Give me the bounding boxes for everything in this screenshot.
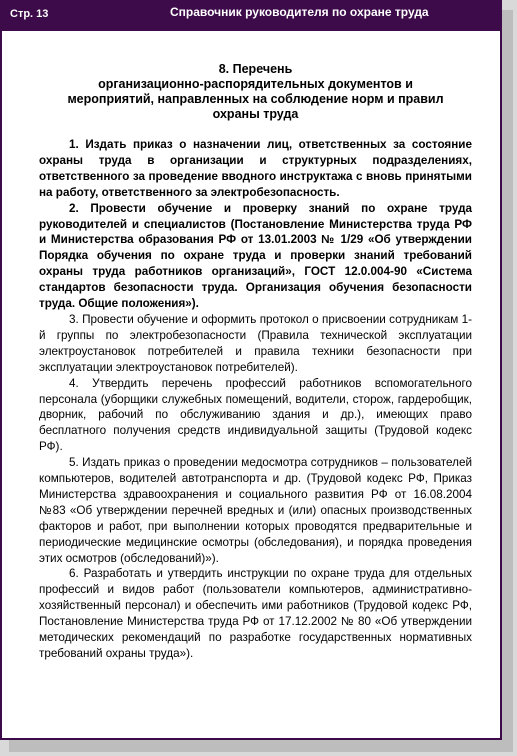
section-title-line: организационно-распорядительных документов и: [98, 77, 413, 91]
section-title-line: охраны труда: [212, 107, 299, 121]
paragraph-item-6: 6. Разработать и утвердить инструкции по охране труда для отдельных профессий и видов работ (пользователи компьютеров, административно-хозяйственный персонал) и обеспечить ими работников (Трудовой кодекс РФ, Постановление Министерства труда РФ от 17.12.2002 № 80 «Об утверждении методических рекомендаций по разработке государственных нормативных требований охраны труда»).: [39, 567, 472, 660]
header-title: Справочник руководителя по охране труда: [170, 5, 429, 19]
section-title-line: мероприятий, направленных на соблюдение норм и правил: [67, 92, 444, 106]
paragraph-item-5: 5. Издать приказ о проведении медосмотра сотрудников – пользователей компьютеров, водителей автотранспорта и др. (Трудовой кодекс РФ, Приказ Министерства здравоохранения и социального развития РФ от 16.08.2004 №83 «Об утверждении перечней вредных и (или) опасных производственных факторов и работ, при выполнении которых проводятся предварительные и периодические медицинские осмотры (обследования), и порядка проведения этих осмотров (обследований)»).: [39, 456, 472, 565]
section-title: [39, 62, 472, 122]
paragraph-item-4: 4. Утвердить перечень профессий работников вспомогательного персонала (уборщики служебных помещений, водители, сторож, гардеробщик, дворник, рабочий по обслуживанию здания и др.), имеющих право бесплатного получения средств индивидуальной защиты (Трудовой кодекс РФ).: [39, 376, 472, 454]
paragraph-item-2: 2. Провести обучение и проверку знаний по охране труда руководителей и специалистов (Постановление Министерства труда РФ и Министерства образования РФ от 13.01.2003 № 1/29 «Об утверждении Порядка обучения по охране труда и проверки знаний требований охраны труда работников организаций», ГОСТ 12.0.004-90 «Система стандартов безопасности труда. Организация обучения безопасности труда. Общие положения»).: [39, 201, 472, 311]
paragraph-item-1: 1. Издать приказ о назначении лиц, ответственных за состояние охраны труда в организации и структурных подразделениях, ответственного за проведение вводного инструктажа с вновь принятыми на работу, ответственного за электробезопасность.: [39, 138, 472, 199]
page-header: [2, 2, 500, 31]
paragraph-item-3: 3. Провести обучение и оформить протокол о присвоении сотрудникам 1-й группы по электробезопасности (Правила технической эксплуатации электроустановок потребителей и правила техники безопасности при эксплуатации электроустановок потребителей).: [39, 312, 472, 374]
page-content: [39, 62, 472, 662]
section-title-line: 8. Перечень: [218, 62, 293, 76]
page-number: Стр. 13: [10, 8, 49, 20]
